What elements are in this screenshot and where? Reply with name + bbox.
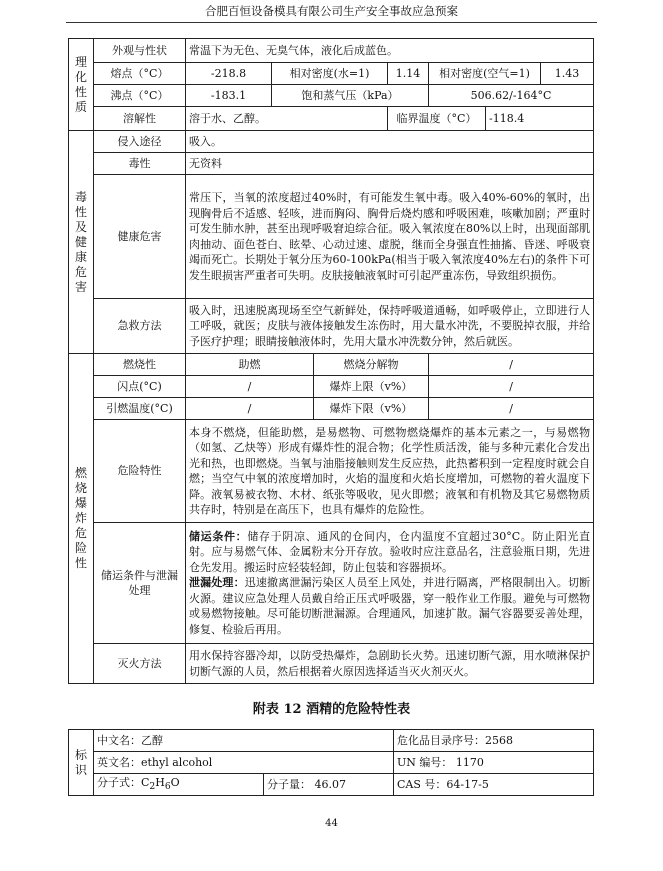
melting-point-label: 熔点（°C） — [94, 63, 186, 85]
melting-point-value: -218.8 — [186, 63, 272, 85]
english-name: 英文名：ethyl alcohol — [94, 752, 394, 774]
vapor-pressure-value: 506.62/-164°C — [429, 85, 594, 107]
catalog-number: 危化品目录序号：2568 — [394, 730, 594, 752]
category-fire-explosion: 燃 烧 爆 炸 危 险 性 — [69, 354, 94, 684]
storage-heading: 储运条件： — [189, 529, 248, 543]
solubility-label: 溶解性 — [94, 107, 186, 131]
relative-density-air-label: 相对密度(空气=1) — [429, 63, 541, 85]
decomposition-products-label: 燃烧分解物 — [314, 354, 429, 376]
combustibility-value: 助燃 — [186, 354, 314, 376]
upper-explosion-limit-value: / — [429, 376, 594, 398]
molecular-formula: 分子式：$C_2H_6O$ — [94, 774, 264, 796]
hazard-characteristics-label: 危险特性 — [94, 420, 186, 523]
extinguishing-label: 灭火方法 — [94, 644, 186, 684]
exposure-route-label: 侵入途径 — [94, 131, 186, 153]
oxygen-hazard-table — [68, 38, 594, 684]
first-aid-label: 急救方法 — [94, 299, 186, 354]
appearance-label: 外观与性状 — [94, 39, 186, 63]
decomposition-products-value: / — [429, 354, 594, 376]
leak-text: 迅速撤离泄漏污染区人员至上风处，并进行隔离，严格限制出入。切断火源。建议应急处理人员戴自给正压式呼吸器，穿一般作业工作服。避免与可燃物或易燃物接触。尽可能切断泄漏源。合理通风，加速扩散。漏气容器要妥善处理，修复、检验后再用。 — [189, 576, 591, 636]
page-number: 44 — [325, 818, 338, 829]
storage-leak-value — [186, 523, 594, 644]
relative-density-water-value: 1.14 — [388, 63, 429, 85]
solubility-value: 溶于水、乙醇。 — [186, 107, 388, 131]
health-hazard-label: 健康危害 — [94, 175, 186, 299]
storage-text: 储存于阴凉、通风的仓间内，仓内温度不宜超过30°C。防止阳光直射。应与易燃气体、金属粉末分开存放。验收时应注意品名，注意验瓶日期，先进仓先发用。搬运时应轻装轻卸，防止包装和容器损坏。 — [189, 529, 591, 574]
chinese-name: 中文名：乙醇 — [94, 730, 394, 752]
flash-point-value: / — [186, 376, 314, 398]
vapor-pressure-label: 饱和蒸气压（kPa） — [272, 85, 429, 107]
relative-density-air-value: 1.43 — [541, 63, 594, 85]
ignition-temp-label: 引燃温度(°C) — [94, 398, 186, 420]
lower-explosion-limit-label: 爆炸下限（v%） — [314, 398, 429, 420]
toxicity-label: 毒性 — [94, 153, 186, 175]
toxicity-value: 无资料 — [186, 153, 594, 175]
hazard-characteristics-value: 本身不燃烧，但能助燃，是易燃物、可燃物燃烧爆炸的基本元素之一，与易燃物（如氢、乙炔等）形成有爆炸性的混合物；化学性质活泼，能与多种元素化合发出光和热，也即燃烧。当氧与油脂接触则发生反应热，此热蓄积到一定程度时就会自燃；当空气中氧的浓度增加时，火焰的温度和火焰长度增加，可燃物的着火温度下降。液氧易被衣物、木材、纸张等吸收，见火即燃；液氧和有机物及其它易燃物质共存时，特别是在高压下，也具有爆炸的危险性。 — [186, 420, 594, 523]
lower-explosion-limit-value: / — [429, 398, 594, 420]
critical-temp-label: 临界温度（°C） — [388, 107, 486, 131]
appendix-title: 附表 12 酒精的危险特性表 — [252, 702, 411, 717]
category-toxicity-health: 毒 性 及 健 康 危 害 — [69, 131, 94, 354]
ignition-temp-value: / — [186, 398, 314, 420]
combustibility-label: 燃烧性 — [94, 354, 186, 376]
appearance-value: 常温下为无色、无臭气体，液化后成蓝色。 — [186, 39, 594, 63]
cas-number: CAS 号：64-17-5 — [394, 774, 594, 796]
page-header: 合肥百恒设备模具有限公司生产安全事故应急预案 — [205, 4, 458, 18]
upper-explosion-limit-label: 爆炸上限（v%） — [314, 376, 429, 398]
category-physical-props: 理 化 性 质 — [69, 39, 94, 131]
extinguishing-value: 用水保持容器冷却，以防受热爆炸，急剧助长火势。迅速切断气源，用水喷淋保护切断气源的人员，然后根据着火原因选择适当灭火剂灭火。 — [186, 644, 594, 684]
category-identification: 标 识 — [69, 730, 94, 796]
exposure-route-value: 吸入。 — [186, 131, 594, 153]
health-hazard-value: 常压下，当氧的浓度超过40%时，有可能发生氧中毒。吸入40%-60%的氧时，出现胸骨后不适感、轻咳，进而胸闷、胸骨后烧灼感和呼吸困难，咳嗽加剧；严重时可发生肺水肿，甚至出现呼吸窘迫综合征。吸入氧浓度在80%以上时，出现面部肌肉抽动、面色苍白、眩晕、心动过速、虚脱，继而全身强直性抽搐、昏迷、呼吸衰竭而死亡。长期处于氧分压为60-100kPa(相当于吸入氧浓度40%左右)的条件下可发生眼损害严重者可失明。皮肤接触液氧时可引起严重冻伤，导致组织损伤。 — [186, 175, 594, 299]
flash-point-label: 闪点(°C) — [94, 376, 186, 398]
leak-heading: 泄漏处理： — [189, 576, 245, 590]
molecular-weight: 分子量： 46.07 — [264, 774, 394, 796]
first-aid-value: 吸入时，迅速脱离现场至空气新鲜处，保持呼吸道通畅，如呼吸停止，立即进行人工呼吸，就医；皮肤与液体接触发生冻伤时，用大量水冲洗，不要脱掉衣服，并给予医疗护理；眼睛接触液体时，先用大量水冲洗数分钟，然后就医。 — [186, 299, 594, 354]
ethanol-identification-table — [68, 729, 594, 796]
boiling-point-value: -183.1 — [186, 85, 272, 107]
boiling-point-label: 沸点（°C） — [94, 85, 186, 107]
relative-density-water-label: 相对密度(水=1) — [272, 63, 388, 85]
storage-leak-label: 储运条件与泄漏处理 — [94, 523, 186, 644]
category-label: 理 — [74, 54, 87, 69]
critical-temp-value: -118.4 — [486, 107, 594, 131]
header-rule — [66, 22, 597, 23]
un-number: UN 编号： 1170 — [394, 752, 594, 774]
